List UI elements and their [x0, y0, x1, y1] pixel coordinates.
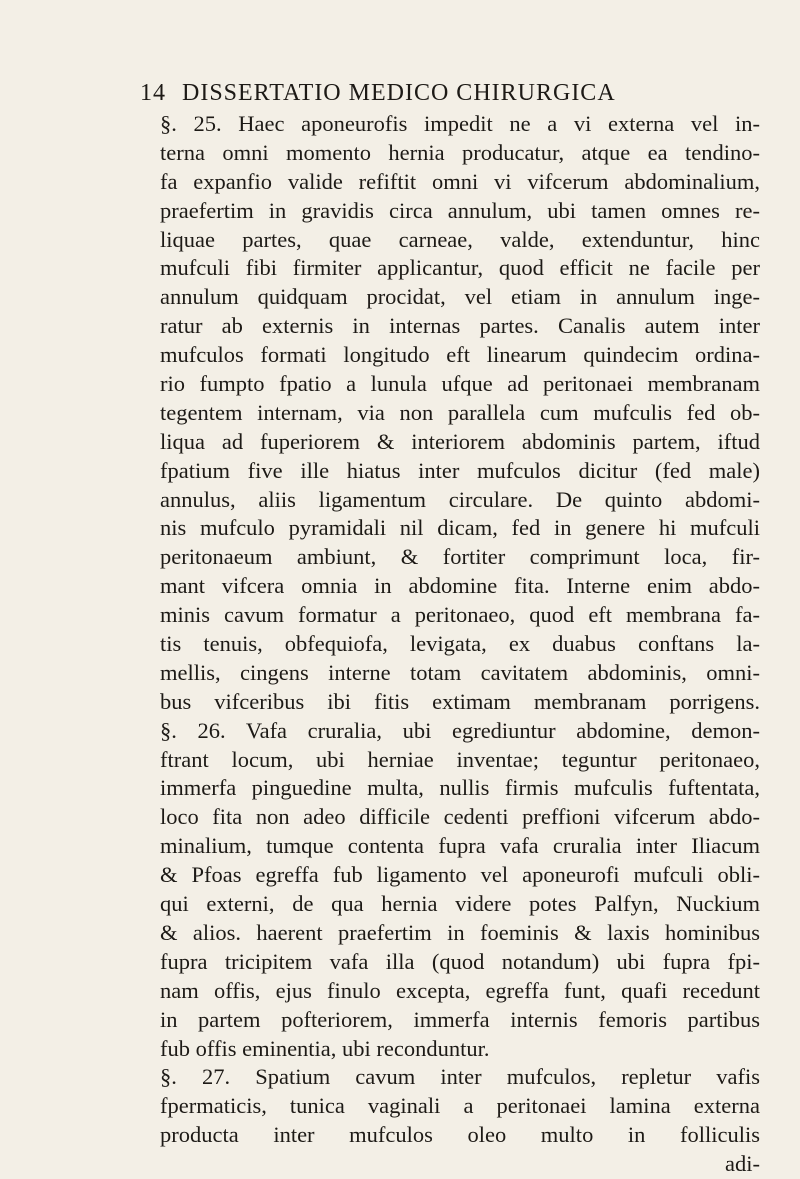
text-line: rio fumpto fpatio a lunula ufque ad peritonaei membranam [160, 371, 760, 397]
text-line: liqua ad fuperiorem & interiorem abdominis partem, iftud [160, 428, 760, 454]
text-line: fpatium five ille hiatus inter mufculos dicitur (fed male) [160, 457, 760, 483]
text-line: minalium, tumque contenta fupra vafa cruralia inter Iliacum [160, 833, 760, 859]
text-line: §. 27. Spatium cavum inter mufculos, repletur vafis [160, 1064, 760, 1090]
text-line: fub offis eminentia, ubi reconduntur. [160, 1035, 490, 1061]
text-line: §. 25. Haec aponeurofis impedit ne a vi externa vel in- [160, 111, 760, 136]
text-line: annulum quidquam procidat, vel etiam in annulum inge- [160, 284, 760, 310]
running-header [140, 80, 770, 107]
text-line: praefertim in gravidis circa annulum, ubi tamen omnes re- [160, 197, 760, 223]
text-line: producta inter mufculos oleo multo in folliculis [160, 1122, 760, 1148]
text-line: tegentem internam, via non parallela cum mufculis fed ob- [160, 399, 760, 425]
text-line: fa expanfio valide refiftit omni vi vifcerum abdominalium, [160, 168, 760, 194]
text-line: peritonaeum ambiunt, & fortiter comprimunt loca, fir- [160, 544, 760, 570]
text-line: bus vifceribus ibi fitis extimam membranam porrigens. [160, 688, 760, 714]
text-line: liquae partes, quae carneae, valde, extenduntur, hinc [160, 226, 760, 252]
text-line: mufculi fibi firmiter applicantur, quod efficit ne facile per [160, 255, 760, 281]
text-line: mufculos formati longitudo eft linearum quindecim ordina- [160, 342, 760, 368]
text-line: mant vifcera omnia in abdomine fita. Interne enim abdo- [160, 573, 760, 599]
catchword: adi- [725, 1151, 760, 1177]
text-line: fpermaticis, tunica vaginali a peritonaei lamina externa [160, 1093, 760, 1119]
text-line: §. 26. Vafa cruralia, ubi egrediuntur abdomine, demon- [160, 717, 760, 743]
text-line: & Pfoas egreffa fub ligamento vel aponeurofi mufculi obli- [160, 862, 760, 888]
text-line: fupra tricipitem vafa illa (quod notandum) ubi fupra fpi- [160, 948, 760, 974]
text-line: ftrant locum, ubi herniae inventae; teguntur peritonaeo, [160, 746, 760, 772]
text-line: terna omni momento hernia producatur, atque ea tendino- [160, 139, 760, 165]
text-line: & alios. haerent praefertim in foeminis & laxis hominibus [160, 919, 760, 945]
running-title: DISSERTATIO MEDICO CHIRURGICA [182, 80, 616, 106]
text-line: nis mufculo pyramidali nil dicam, fed in genere hi mufculi [160, 515, 760, 541]
text-line: nam offis, ejus finulo excepta, egreffa funt, quafi recedunt [160, 977, 760, 1003]
body-text [160, 110, 760, 1179]
text-line: in partem pofteriorem, immerfa internis femoris partibus [160, 1006, 760, 1032]
text-line: annulus, aliis ligamentum circulare. De quinto abdomi- [160, 486, 760, 512]
text-line: tis tenuis, obfequiofa, levigata, ex duabus conftans la- [160, 631, 760, 657]
text-line: loco fita non adeo difficile cedenti preffioni vifcerum abdo- [160, 804, 760, 830]
text-line: immerfa pinguedine multa, nullis firmis mufculis fuftentata, [160, 775, 760, 801]
page-number: 14 [140, 80, 166, 106]
text-line: mellis, cingens interne totam cavitatem abdominis, omni- [160, 659, 760, 685]
text-line: qui externi, de qua hernia videre potes Palfyn, Nuckium [160, 891, 760, 917]
text-line: minis cavum formatur a peritonaeo, quod eft membrana fa- [160, 602, 760, 628]
text-line: ratur ab externis in internas partes. Canalis autem inter [160, 313, 760, 339]
